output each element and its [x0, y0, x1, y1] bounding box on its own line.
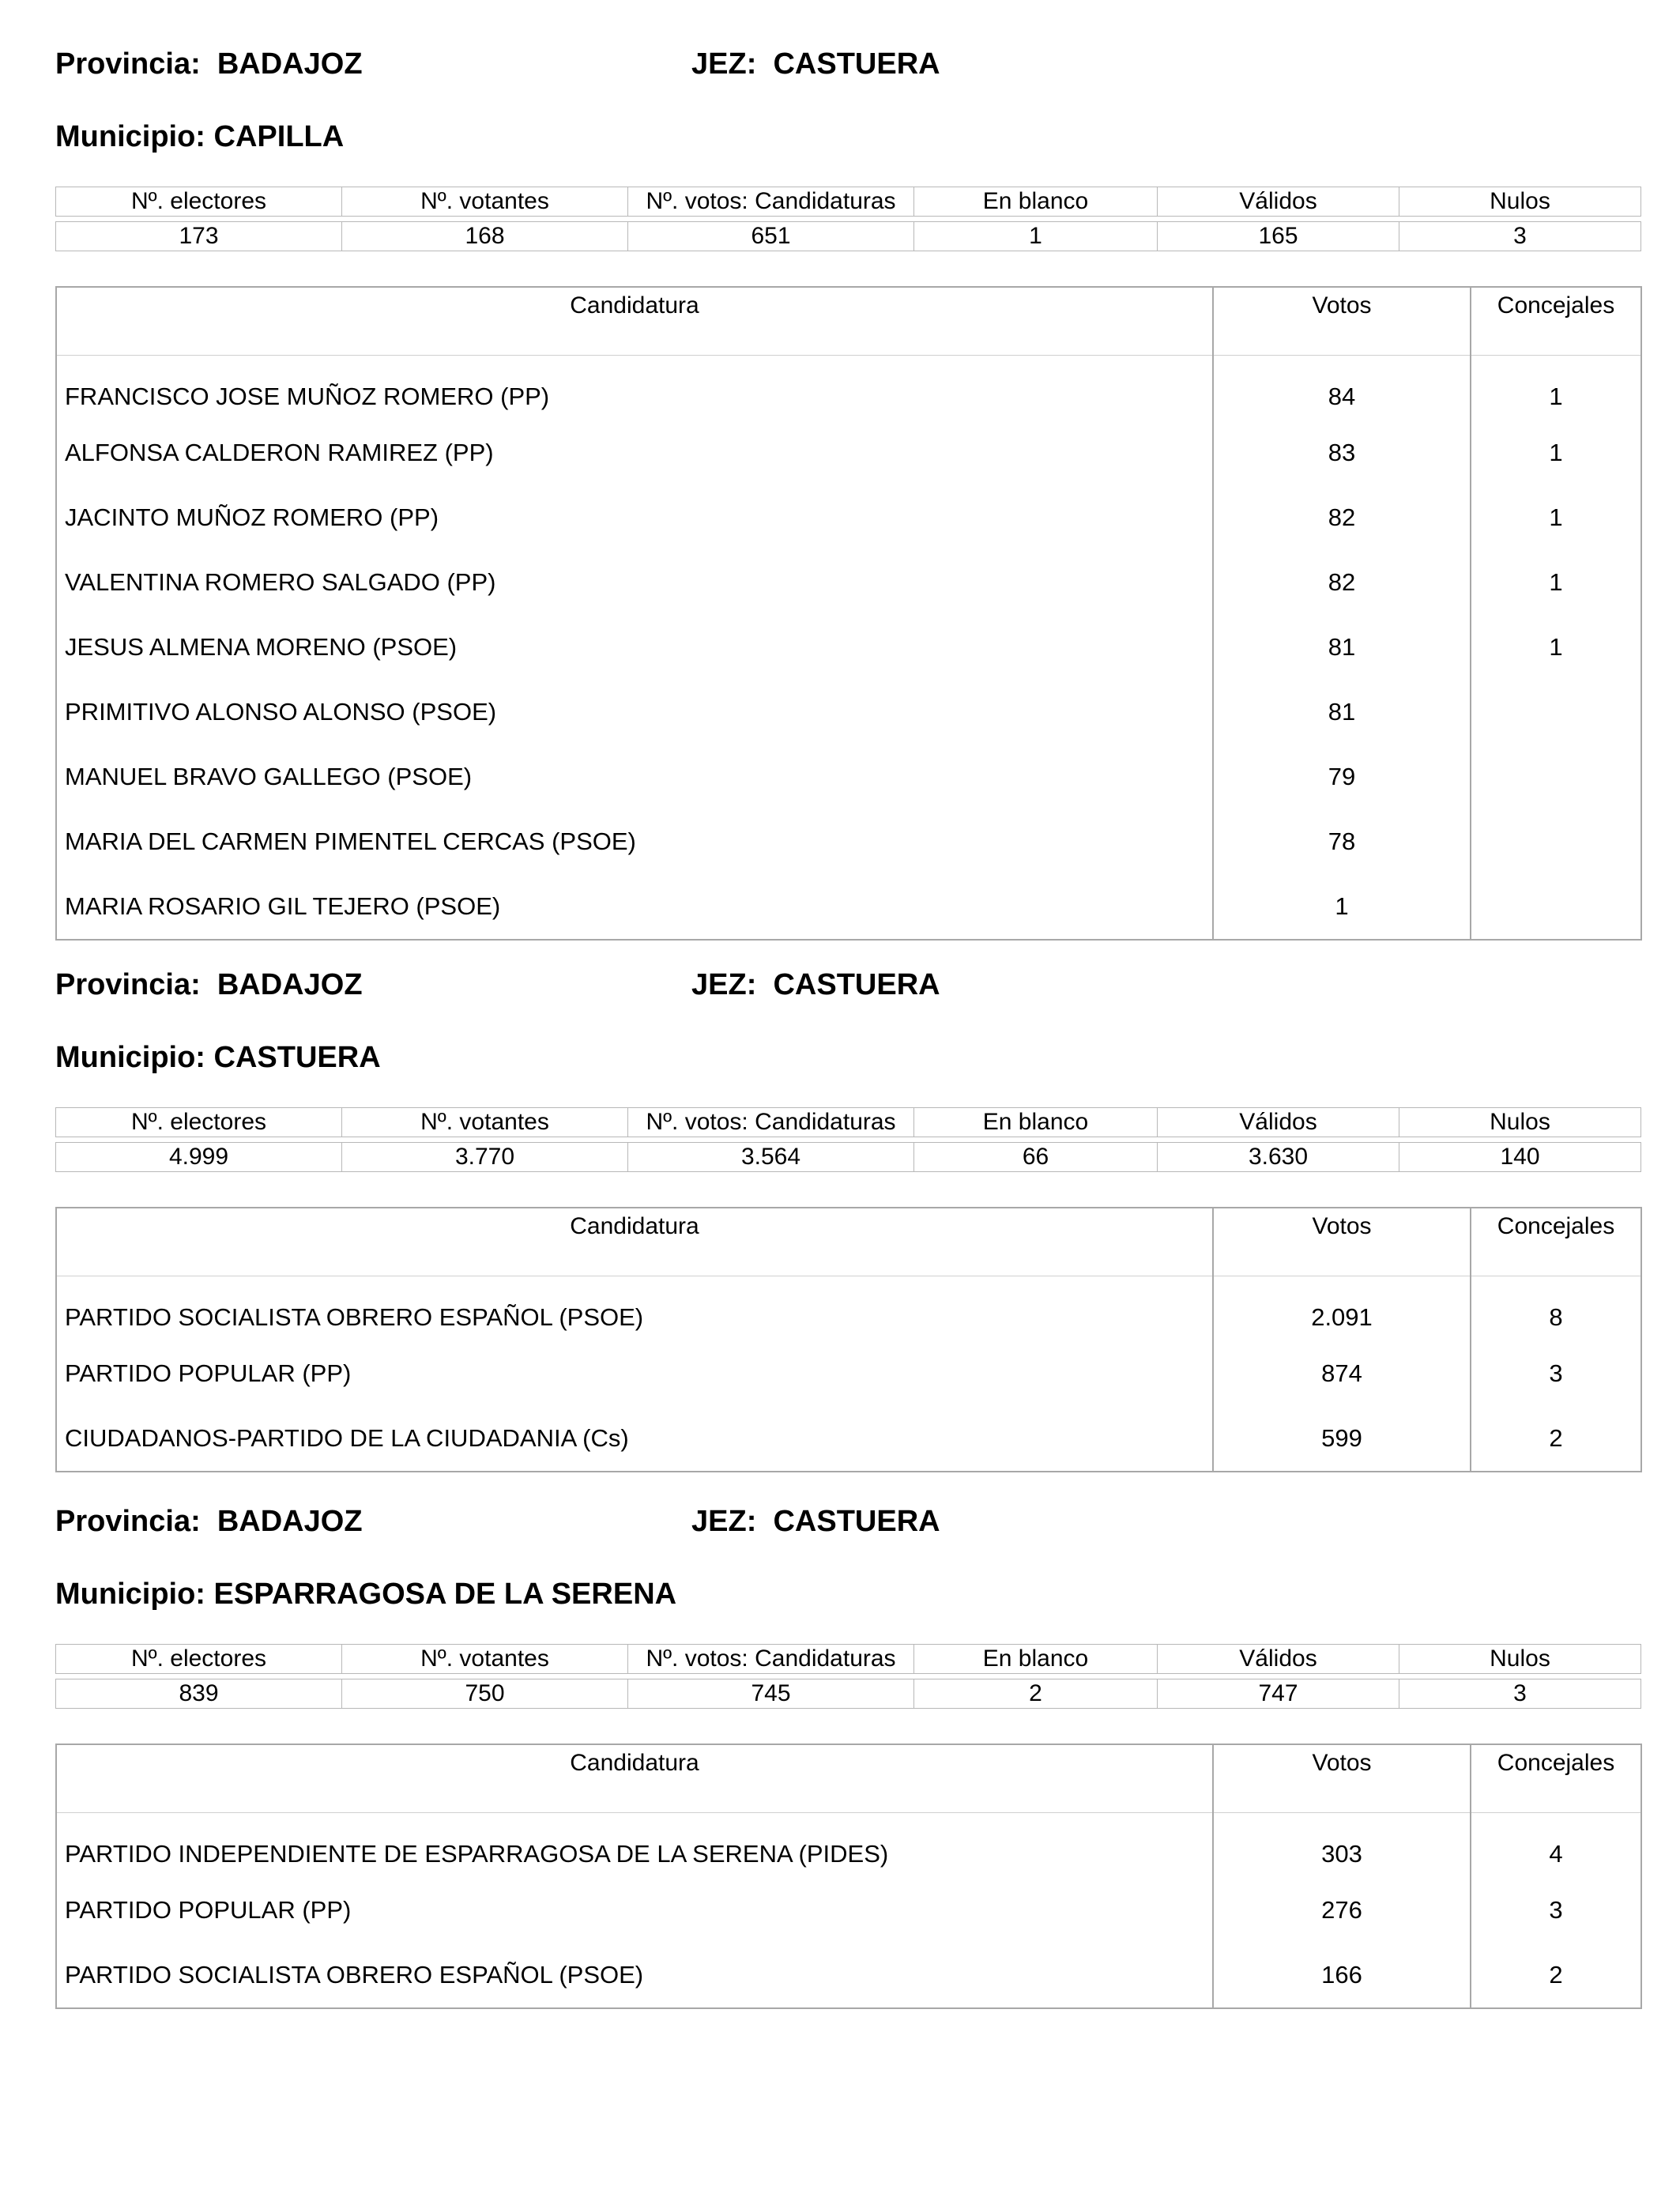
table-row [56, 1406, 1641, 1472]
summary-value: 66 [914, 1143, 1158, 1172]
candidate-seats [1471, 809, 1641, 874]
summary-header: Nulos [1399, 1108, 1641, 1137]
candidate-votes: 2.091 [1213, 1276, 1471, 1342]
header-votos: Votos [1213, 1208, 1471, 1276]
table-row [56, 874, 1641, 940]
candidate-votes: 166 [1213, 1943, 1471, 2008]
header-concejales: Concejales [1471, 287, 1641, 356]
table-row [56, 809, 1641, 874]
candidate-name: MANUEL BRAVO GALLEGO (PSOE) [56, 745, 1213, 809]
candidate-name: PARTIDO SOCIALISTA OBRERO ESPAÑOL (PSOE) [56, 1276, 1213, 1342]
candidate-votes: 82 [1213, 550, 1471, 615]
candidates-header-row [56, 1208, 1641, 1276]
header-votos: Votos [1213, 1744, 1471, 1813]
jez-heading: JEZ: CASTUERA [691, 47, 940, 81]
municipio-heading: Municipio: CASTUERA [55, 1041, 381, 1074]
candidate-votes: 1 [1213, 874, 1471, 940]
summary-value-row [56, 1679, 1641, 1709]
candidate-votes: 599 [1213, 1406, 1471, 1472]
summary-header: Nº. votos: Candidaturas [628, 187, 914, 217]
candidate-name: MARIA DEL CARMEN PIMENTEL CERCAS (PSOE) [56, 809, 1213, 874]
summary-header: Nº. electores [56, 187, 342, 217]
summary-value: 3.630 [1158, 1143, 1399, 1172]
table-row [56, 745, 1641, 809]
summary-header: Nulos [1399, 1645, 1641, 1674]
summary-value: 651 [628, 222, 914, 251]
summary-value: 750 [342, 1679, 628, 1709]
candidate-votes: 82 [1213, 485, 1471, 550]
summary-value: 1 [914, 222, 1158, 251]
summary-value: 165 [1158, 222, 1399, 251]
candidate-seats: 4 [1549, 1840, 1563, 1868]
candidate-name: PRIMITIVO ALONSO ALONSO (PSOE) [56, 680, 1213, 745]
table-row [56, 550, 1641, 615]
candidate-votes: 303 [1213, 1813, 1471, 1879]
jez-heading: JEZ: CASTUERA [691, 1505, 940, 1538]
header-candidatura: Candidatura [56, 1744, 1213, 1813]
summary-header: Nº. electores [56, 1108, 342, 1137]
candidate-votes: 79 [1213, 745, 1471, 809]
candidate-seats [1471, 680, 1641, 745]
summary-header-row [56, 1108, 1641, 1137]
table-row [56, 1943, 1641, 2008]
table-row [56, 356, 1641, 421]
candidate-seats: 1 [1549, 439, 1563, 466]
table-row [56, 1878, 1641, 1943]
summary-header: Nº. votantes [342, 1108, 628, 1137]
candidate-votes: 83 [1213, 420, 1471, 485]
candidate-seats: 1 [1549, 568, 1563, 596]
candidate-seats [1471, 874, 1641, 940]
candidate-seats [1471, 745, 1641, 809]
summary-header: Nº. electores [56, 1645, 342, 1674]
table-row [56, 420, 1641, 485]
table-row [56, 1341, 1641, 1406]
jez-heading: JEZ: CASTUERA [691, 968, 940, 1001]
candidate-name: PARTIDO POPULAR (PP) [56, 1878, 1213, 1943]
candidates-table [55, 1744, 1642, 2009]
candidate-name: PARTIDO INDEPENDIENTE DE ESPARRAGOSA DE LA SERENA (PIDES) [56, 1813, 1213, 1879]
candidate-votes: 81 [1213, 615, 1471, 680]
candidate-seats: 3 [1549, 1359, 1563, 1387]
candidate-votes: 276 [1213, 1878, 1471, 1943]
candidate-name: MARIA ROSARIO GIL TEJERO (PSOE) [56, 874, 1213, 940]
provincia-heading: Provincia: BADAJOZ [55, 47, 363, 81]
summary-value: 3 [1399, 1679, 1641, 1709]
provincia-heading: Provincia: BADAJOZ [55, 1505, 363, 1538]
summary-header: Nº. votantes [342, 1645, 628, 1674]
candidates-table [55, 286, 1642, 941]
summary-table [55, 1644, 1641, 1709]
summary-header: Válidos [1158, 187, 1399, 217]
candidates-header-row [56, 287, 1641, 356]
candidate-name: VALENTINA ROMERO SALGADO (PP) [56, 550, 1213, 615]
summary-header: Nulos [1399, 187, 1641, 217]
summary-value: 3 [1399, 222, 1641, 251]
candidate-name: FRANCISCO JOSE MUÑOZ ROMERO (PP) [56, 356, 1213, 421]
summary-value-row [56, 222, 1641, 251]
summary-value: 168 [342, 222, 628, 251]
candidate-votes: 84 [1213, 356, 1471, 421]
table-row [56, 680, 1641, 745]
header-candidatura: Candidatura [56, 287, 1213, 356]
candidate-seats: 8 [1549, 1303, 1563, 1331]
candidate-name: ALFONSA CALDERON RAMIREZ (PP) [56, 420, 1213, 485]
municipio-heading: Municipio: ESPARRAGOSA DE LA SERENA [55, 1578, 677, 1611]
summary-header-row [56, 1645, 1641, 1674]
candidates-header-row [56, 1744, 1641, 1813]
summary-value: 2 [914, 1679, 1158, 1709]
header-concejales: Concejales [1471, 1208, 1641, 1276]
summary-value: 4.999 [56, 1143, 342, 1172]
summary-header: Válidos [1158, 1645, 1399, 1674]
candidate-name: JACINTO MUÑOZ ROMERO (PP) [56, 485, 1213, 550]
candidate-seats: 1 [1549, 503, 1563, 531]
candidate-seats: 2 [1549, 1424, 1563, 1452]
summary-value-row [56, 1143, 1641, 1172]
summary-header: Nº. votantes [342, 187, 628, 217]
summary-value: 3.564 [628, 1143, 914, 1172]
table-row [56, 1276, 1641, 1342]
candidate-name: PARTIDO POPULAR (PP) [56, 1341, 1213, 1406]
summary-header: En blanco [914, 187, 1158, 217]
header-votos: Votos [1213, 287, 1471, 356]
table-row [56, 615, 1641, 680]
table-row [56, 1813, 1641, 1879]
municipio-heading: Municipio: CAPILLA [55, 120, 345, 153]
candidate-votes: 78 [1213, 809, 1471, 874]
summary-header: Nº. votos: Candidaturas [628, 1108, 914, 1137]
candidate-votes: 874 [1213, 1341, 1471, 1406]
table-row [56, 485, 1641, 550]
summary-header: En blanco [914, 1645, 1158, 1674]
provincia-heading: Provincia: BADAJOZ [55, 968, 363, 1001]
summary-table [55, 1107, 1641, 1172]
candidate-seats: 3 [1549, 1896, 1563, 1924]
candidate-votes: 81 [1213, 680, 1471, 745]
candidates-table [55, 1207, 1642, 1472]
summary-value: 745 [628, 1679, 914, 1709]
summary-value: 140 [1399, 1143, 1641, 1172]
summary-value: 173 [56, 222, 342, 251]
candidate-seats: 2 [1549, 1961, 1563, 1989]
summary-value: 3.770 [342, 1143, 628, 1172]
summary-header: Nº. votos: Candidaturas [628, 1645, 914, 1674]
summary-value: 839 [56, 1679, 342, 1709]
summary-table [55, 187, 1641, 251]
summary-value: 747 [1158, 1679, 1399, 1709]
summary-header: Válidos [1158, 1108, 1399, 1137]
summary-header: En blanco [914, 1108, 1158, 1137]
summary-header-row [56, 187, 1641, 217]
header-candidatura: Candidatura [56, 1208, 1213, 1276]
candidate-seats: 1 [1549, 383, 1563, 410]
candidate-seats: 1 [1549, 633, 1563, 661]
candidate-name: JESUS ALMENA MORENO (PSOE) [56, 615, 1213, 680]
candidate-name: CIUDADANOS-PARTIDO DE LA CIUDADANIA (Cs) [56, 1406, 1213, 1472]
header-concejales: Concejales [1471, 1744, 1641, 1813]
candidate-name: PARTIDO SOCIALISTA OBRERO ESPAÑOL (PSOE) [56, 1943, 1213, 2008]
